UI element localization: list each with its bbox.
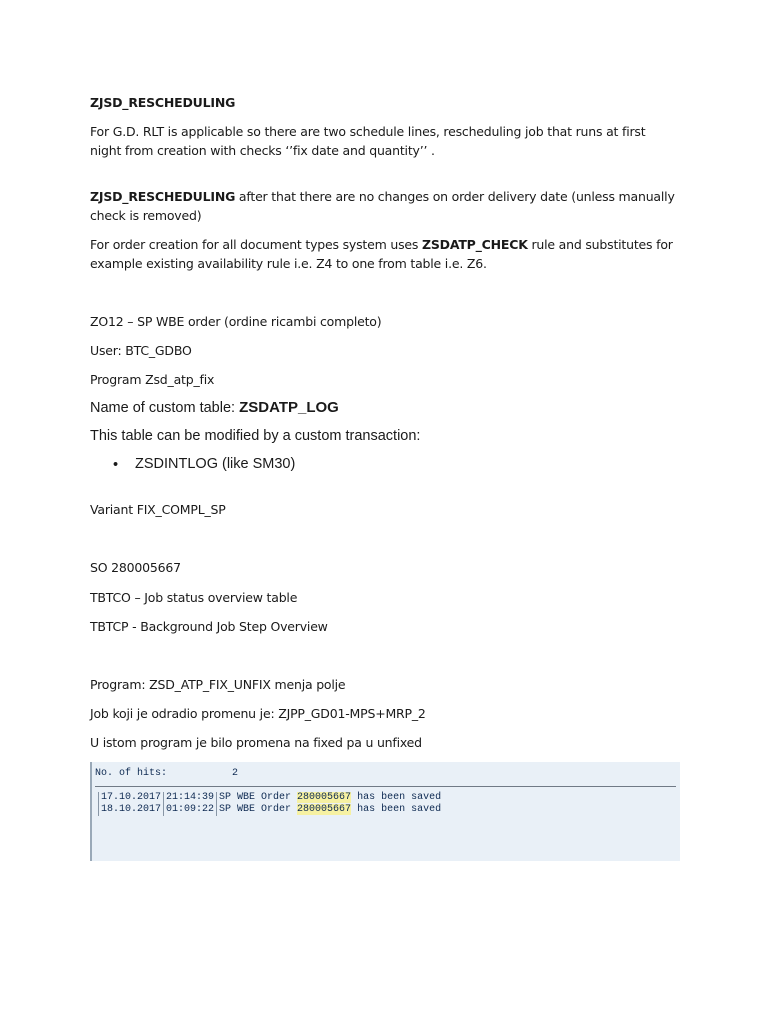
line-tbtco: TBTCO – Job status overview table — [90, 590, 298, 605]
log-row[interactable] — [98, 792, 443, 804]
line-custom-table — [90, 398, 680, 418]
log-message-pre: SP WBE Order — [219, 792, 298, 803]
paragraph-order-creation-bold: ZSDATP_CHECK — [421, 237, 528, 252]
header-divider — [95, 786, 676, 787]
log-time: 21:14:39 — [163, 792, 216, 804]
log-date: 18.10.2017 — [98, 804, 163, 816]
hits-label: No. of hits: — [95, 768, 168, 779]
log-time: 01:09:22 — [163, 804, 216, 816]
sap-log-screenshot — [90, 762, 680, 861]
log-message-post: has been saved — [351, 804, 442, 815]
line-zo12: ZO12 – SP WBE order (ordine ricambi completo) — [90, 314, 382, 329]
line-tbtcp: TBTCP - Background Job Step Overview — [90, 619, 328, 634]
paragraph-rescheduling-rest: after that there are no changes on order delivery date (unless manually check is removed) — [90, 189, 675, 223]
line-job: Job koji je odradio promenu je: ZJPP_GD01-MPS+MRP_2 — [90, 706, 426, 721]
log-date: 17.10.2017 — [98, 792, 163, 804]
line-program: Program Zsd_atp_fix — [90, 372, 215, 387]
line-user: User: BTC_GDBO — [90, 343, 192, 358]
line-so: SO 280005667 — [90, 560, 181, 575]
log-message-post: has been saved — [351, 792, 442, 803]
paragraph-order-creation — [90, 235, 680, 273]
paragraph-gd-rlt: For G.D. RLT is applicable so there are two schedule lines, rescheduling job that runs at first night from creation with checks ‘’fix date and quantity’’ . — [90, 124, 646, 158]
bullet-item-zsdintlog: ZSDINTLOG (like SM30) — [135, 456, 296, 472]
paragraph-order-creation-before: For order creation for all document types system uses — [90, 237, 422, 252]
paragraph-order-creation-after: rule and substitutes for example existing availability rule i.e. Z4 to one from table i.e. Z6. — [90, 237, 673, 271]
hits-count: 2 — [232, 768, 239, 779]
custom-table-label: Name of custom table: — [90, 400, 240, 416]
log-rows — [98, 792, 443, 816]
log-message — [216, 792, 443, 804]
heading-zjsd-rescheduling: ZJSD_RESCHEDULING — [90, 95, 236, 110]
line-program-unfix: Program: ZSD_ATP_FIX_UNFIX menja polje — [90, 677, 346, 692]
log-order-number: 280005667 — [297, 804, 352, 815]
line-istom: U istom program je bilo promena na fixed pa u unfixed — [90, 735, 422, 750]
log-row[interactable] — [98, 804, 443, 816]
custom-table-name: ZSDATP_LOG — [239, 399, 339, 416]
line-table-modified: This table can be modified by a custom transaction: — [90, 428, 421, 444]
paragraph-rescheduling-after — [90, 187, 680, 225]
log-order-number: 280005667 — [297, 792, 352, 803]
bullet-icon: • — [113, 457, 119, 473]
paragraph-rescheduling-bold: ZJSD_RESCHEDULING — [90, 189, 236, 204]
line-variant: Variant FIX_COMPL_SP — [90, 502, 226, 517]
log-message-pre: SP WBE Order — [219, 804, 298, 815]
log-message — [216, 804, 443, 816]
